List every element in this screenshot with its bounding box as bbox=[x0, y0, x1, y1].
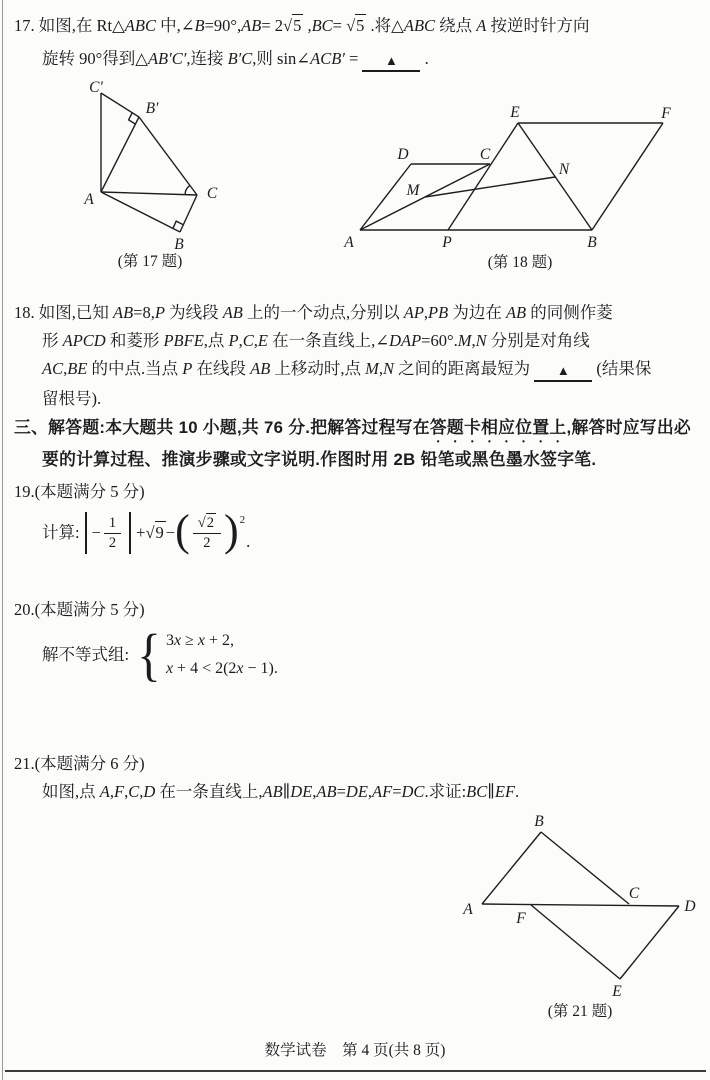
p20-formula bbox=[42, 621, 278, 687]
text-cn: 绕点 bbox=[435, 16, 477, 35]
math-italic: AF bbox=[372, 782, 393, 801]
math-roman: ∠ bbox=[375, 331, 390, 350]
math-roman: △ bbox=[391, 16, 404, 35]
text-cn: 按逆时针方向 bbox=[486, 16, 590, 35]
vertex-label-A: A bbox=[463, 901, 473, 918]
math-roman: + 4 < 2(2 bbox=[173, 660, 237, 677]
text-cn: 留根号). bbox=[42, 389, 102, 408]
math-italic: ABC bbox=[124, 16, 156, 35]
fraction bbox=[104, 515, 121, 551]
p18-line-1 bbox=[14, 302, 613, 324]
math-italic: P bbox=[182, 359, 193, 378]
math-roman: + 2, bbox=[204, 632, 234, 649]
math-italic: x bbox=[236, 660, 244, 677]
figure-caption: (第 17 题) bbox=[117, 253, 183, 270]
text-cn: 解不等式组: bbox=[42, 645, 130, 664]
angle-arc bbox=[185, 185, 190, 194]
math-italic: x bbox=[165, 660, 174, 677]
math-roman: △ bbox=[135, 49, 148, 68]
math-italic: EF bbox=[494, 782, 516, 801]
problem-18-figure bbox=[330, 95, 710, 280]
figure-line bbox=[101, 93, 139, 117]
text-cn: 如图,在 bbox=[38, 16, 97, 35]
vertex-label-F: F bbox=[516, 910, 526, 927]
sqrt-expression bbox=[198, 513, 216, 531]
math-roman: 18. bbox=[14, 303, 39, 322]
text-cn: 的中点.当点 bbox=[87, 359, 183, 378]
vertex-label-E: E bbox=[612, 983, 622, 1000]
text-cn: (本题满分 bbox=[34, 600, 111, 619]
vertex-label-E: E bbox=[510, 104, 520, 121]
math-roman: =90° bbox=[204, 16, 238, 35]
text-cn: , bbox=[63, 359, 68, 378]
text-cn: 得到 bbox=[102, 49, 136, 68]
text-bold-heading: 三、解答题:本大题共 10 小题,共 76 分.把解答过程写在 bbox=[14, 418, 430, 437]
math-italic: B′C bbox=[227, 49, 253, 68]
text-cn: 分) bbox=[118, 600, 145, 619]
text-cn: 在一条直线上, bbox=[155, 782, 263, 801]
math-italic: A bbox=[476, 16, 487, 35]
math-roman: − bbox=[165, 523, 176, 542]
math-italic: ACB′ bbox=[310, 49, 345, 68]
sqrt-sign-icon: √ bbox=[283, 16, 293, 35]
answer-triangle-icon: ▲ bbox=[556, 363, 570, 378]
text-cn: 计算: bbox=[42, 523, 80, 542]
text-cn: , bbox=[150, 303, 155, 322]
math-roman: Rt△ bbox=[96, 16, 125, 35]
math-italic: AB′C′ bbox=[147, 49, 187, 68]
page-footer: 数学试卷 第 4 页(共 8 页) bbox=[264, 1042, 446, 1059]
math-italic: AB bbox=[222, 303, 243, 322]
math-roman: . bbox=[246, 532, 251, 551]
vertex-label-M: M bbox=[406, 182, 420, 199]
math-italic: BE bbox=[67, 359, 88, 378]
text-bold-heading: ,解答时应写出必 bbox=[566, 418, 692, 437]
p19-formula bbox=[42, 505, 250, 561]
math-italic: DE bbox=[345, 782, 368, 801]
sqrt-expression bbox=[145, 522, 165, 544]
vertex-label-C: C bbox=[479, 146, 491, 163]
text-cn: 分) bbox=[118, 482, 145, 501]
math-italic: AB bbox=[505, 303, 527, 322]
vertex-label-C: C bbox=[206, 185, 218, 202]
text-cn: 上的一个动点,分别以 bbox=[242, 303, 404, 322]
fraction bbox=[193, 515, 221, 551]
text-bold-heading: 要的计算过程、推演步骤或文字说明.作图时用 2B 铅笔或黑色墨水签字笔. bbox=[42, 450, 597, 469]
answer-blank bbox=[534, 358, 592, 382]
math-roman: sin∠ bbox=[277, 49, 311, 68]
footer-rule bbox=[5, 1070, 706, 1072]
math-roman: − bbox=[91, 523, 101, 542]
text-cn: .求证: bbox=[424, 782, 467, 801]
math-italic: x bbox=[173, 632, 182, 649]
figure-caption: (第 21 题) bbox=[547, 1003, 613, 1020]
math-roman: 17. bbox=[14, 16, 39, 35]
figure-line bbox=[531, 905, 620, 979]
math-roman: + bbox=[136, 523, 146, 542]
vertex-label-A: A bbox=[84, 191, 94, 208]
math-roman: . bbox=[515, 782, 520, 801]
vertex-label-P: P bbox=[442, 234, 452, 251]
text-cn: ,点 bbox=[203, 331, 229, 350]
sqrt-radicand: 2 bbox=[206, 514, 214, 531]
math-italic: x bbox=[197, 632, 205, 649]
text-cn: ,则 bbox=[252, 49, 278, 68]
math-italic: DAP bbox=[389, 331, 422, 350]
sqrt-radicand: 5 bbox=[356, 16, 365, 35]
figure-line bbox=[360, 164, 411, 230]
math-roman: 3 bbox=[165, 632, 174, 649]
text-cn: (本题满分 bbox=[34, 482, 111, 501]
text-cn: 旋转 bbox=[42, 49, 80, 68]
text-cn: 的同侧作菱 bbox=[526, 303, 613, 322]
math-italic: P bbox=[228, 331, 239, 350]
inequality-row-2 bbox=[166, 658, 278, 680]
text-cn: 和菱形 bbox=[105, 331, 164, 350]
figure-line bbox=[139, 117, 197, 195]
math-roman: =8 bbox=[133, 303, 151, 322]
answer-blank bbox=[362, 48, 420, 72]
p20-header bbox=[14, 599, 145, 621]
p21-header bbox=[14, 753, 145, 775]
text-cn: 为边在 bbox=[448, 303, 506, 322]
text-cn: 如图,已知 bbox=[38, 303, 113, 322]
sqrt-sign-icon: √ bbox=[145, 523, 155, 542]
math-italic: B bbox=[194, 16, 205, 35]
text-cn: , bbox=[423, 303, 429, 322]
inequality-row-1 bbox=[166, 630, 278, 652]
figure-line bbox=[482, 832, 541, 904]
figure-line bbox=[518, 123, 592, 230]
p18-line-2 bbox=[42, 330, 590, 352]
math-roman: = bbox=[336, 782, 346, 801]
inequality-stack bbox=[166, 630, 278, 680]
text-cn: 在线段 bbox=[192, 359, 251, 378]
math-roman: = bbox=[344, 49, 363, 68]
math-italic: N bbox=[475, 331, 487, 350]
math-italic: ABC bbox=[403, 16, 436, 35]
math-italic: F bbox=[113, 782, 125, 801]
math-italic: AB bbox=[113, 303, 134, 322]
math-roman: =60° bbox=[421, 331, 454, 350]
text-cn: , bbox=[124, 782, 129, 801]
text-cn: , bbox=[238, 331, 243, 350]
problem-17-figure bbox=[60, 75, 320, 275]
vertex-label-A: A bbox=[344, 234, 354, 251]
section3-line-1 bbox=[14, 417, 691, 446]
vertex-label-B: B bbox=[587, 234, 597, 251]
math-roman: . bbox=[420, 49, 429, 68]
vertex-label-F: F bbox=[661, 105, 671, 122]
text-cn: , bbox=[109, 782, 114, 801]
math-italic: C bbox=[128, 782, 140, 801]
math-roman: ∠ bbox=[180, 16, 195, 35]
text-cn: 中, bbox=[155, 16, 181, 35]
text-cn: , bbox=[237, 16, 242, 35]
math-roman: ∥ bbox=[282, 782, 291, 801]
text-cn: 为线段 bbox=[164, 303, 223, 322]
text-cn: (本题满分 bbox=[34, 754, 111, 773]
math-roman: = 2 bbox=[261, 16, 284, 35]
math-roman: = bbox=[392, 782, 402, 801]
fraction-numerator bbox=[193, 515, 221, 534]
figure-line bbox=[592, 123, 663, 230]
text-cn: 分别是对角线 bbox=[486, 331, 590, 350]
math-italic: E bbox=[257, 331, 268, 350]
math-italic: BC bbox=[311, 16, 333, 35]
math-roman: . bbox=[366, 16, 375, 35]
text-cn: , bbox=[139, 782, 144, 801]
p18-line-3 bbox=[42, 358, 651, 382]
figure-caption: (第 18 题) bbox=[487, 254, 553, 271]
math-italic: DC bbox=[401, 782, 425, 801]
text-cn: , bbox=[378, 359, 384, 378]
math-roman: 20. bbox=[14, 600, 35, 619]
absolute-value-bar bbox=[129, 512, 131, 554]
math-roman: , bbox=[303, 16, 312, 35]
math-italic: M bbox=[457, 331, 472, 350]
figure-line bbox=[180, 195, 197, 232]
vertex-label-B: B bbox=[174, 236, 184, 253]
fraction-numerator: 1 bbox=[104, 515, 121, 534]
exponent: 2 bbox=[239, 514, 246, 526]
math-italic: AB bbox=[262, 782, 283, 801]
text-cn: , bbox=[471, 331, 476, 350]
math-roman: 19. bbox=[14, 482, 35, 501]
system-brace-icon: { bbox=[137, 621, 161, 687]
absolute-value-bar bbox=[85, 512, 87, 554]
text-cn: 之间的距离最短为 bbox=[394, 359, 535, 378]
math-italic: A bbox=[99, 782, 110, 801]
sqrt-sign-icon: √ bbox=[197, 514, 206, 531]
text-cn: 上移动时,点 bbox=[270, 359, 366, 378]
math-roman: 90° bbox=[79, 49, 103, 68]
text-cn: (结果保 bbox=[592, 359, 652, 378]
vertex-label-B: B bbox=[534, 813, 544, 830]
scan-left-edge-line bbox=[2, 0, 3, 1080]
vertex-label-C-prime: C′ bbox=[89, 79, 103, 96]
p18-line-4 bbox=[42, 388, 101, 410]
text-cn: 如图,点 bbox=[42, 782, 100, 801]
math-italic: P bbox=[154, 303, 165, 322]
math-italic: BC bbox=[466, 782, 488, 801]
text-cn: , bbox=[253, 331, 258, 350]
section3-line-2 bbox=[42, 449, 596, 471]
text-cn: 在一条直线上, bbox=[268, 331, 376, 350]
math-italic: PB bbox=[428, 303, 449, 322]
text-cn: , bbox=[312, 782, 317, 801]
math-italic: DE bbox=[290, 782, 313, 801]
vertex-label-D: D bbox=[684, 898, 696, 915]
math-roman: 5 bbox=[110, 482, 119, 501]
math-italic: M bbox=[365, 359, 379, 378]
vertex-label-C: C bbox=[628, 885, 640, 902]
sqrt-radicand: 5 bbox=[293, 16, 302, 35]
text-cn: ,连接 bbox=[186, 49, 228, 68]
text-cn: 形 bbox=[42, 331, 63, 350]
math-roman: ≥ bbox=[181, 632, 198, 649]
figure-line bbox=[101, 192, 197, 195]
problem-21-figure bbox=[420, 800, 710, 1030]
math-italic: AB bbox=[250, 359, 271, 378]
math-italic: AC bbox=[42, 359, 64, 378]
fraction-denominator: 2 bbox=[203, 534, 211, 551]
sqrt-expression bbox=[346, 14, 366, 35]
figure-line bbox=[101, 117, 139, 192]
math-roman: 21. bbox=[14, 754, 35, 773]
text-cn: 分) bbox=[118, 754, 145, 773]
text-emphasized: 答题卡相应位置上 bbox=[429, 418, 567, 437]
math-italic: AP bbox=[403, 303, 424, 322]
math-italic: C bbox=[242, 331, 254, 350]
paren-close: ) bbox=[223, 506, 239, 556]
vertex-label-D: D bbox=[397, 146, 409, 163]
math-italic: AB bbox=[241, 16, 262, 35]
math-roman: 5 bbox=[110, 600, 119, 619]
sqrt-expression bbox=[283, 14, 303, 35]
figure-line bbox=[482, 904, 679, 906]
text-cn: 将 bbox=[374, 16, 392, 35]
math-italic: PBFE bbox=[163, 331, 204, 350]
figure-line bbox=[620, 906, 679, 979]
math-italic: APCD bbox=[62, 331, 106, 350]
sqrt-sign-icon: √ bbox=[346, 16, 356, 35]
math-roman: − 1). bbox=[243, 660, 278, 677]
math-italic: AB bbox=[316, 782, 337, 801]
p17-line-1 bbox=[14, 15, 590, 37]
answer-triangle-icon: ▲ bbox=[385, 53, 398, 68]
fraction-denominator: 2 bbox=[108, 534, 117, 551]
text-cn: . bbox=[453, 331, 458, 350]
figure-line bbox=[101, 192, 180, 232]
math-roman: = bbox=[332, 16, 347, 35]
p19-header bbox=[14, 481, 145, 503]
sqrt-radicand: 9 bbox=[155, 523, 164, 542]
vertex-label-N: N bbox=[558, 161, 570, 178]
math-italic: D bbox=[143, 782, 156, 801]
vertex-label-B-prime: B′ bbox=[145, 100, 159, 117]
math-roman: ∥ bbox=[487, 782, 495, 801]
p17-line-2 bbox=[42, 48, 429, 72]
paren-open: ( bbox=[175, 506, 190, 556]
math-italic: N bbox=[383, 359, 395, 378]
figure-line bbox=[541, 832, 629, 904]
figure-line bbox=[448, 123, 518, 230]
math-roman: 6 bbox=[110, 754, 119, 773]
text-cn: , bbox=[367, 782, 373, 801]
